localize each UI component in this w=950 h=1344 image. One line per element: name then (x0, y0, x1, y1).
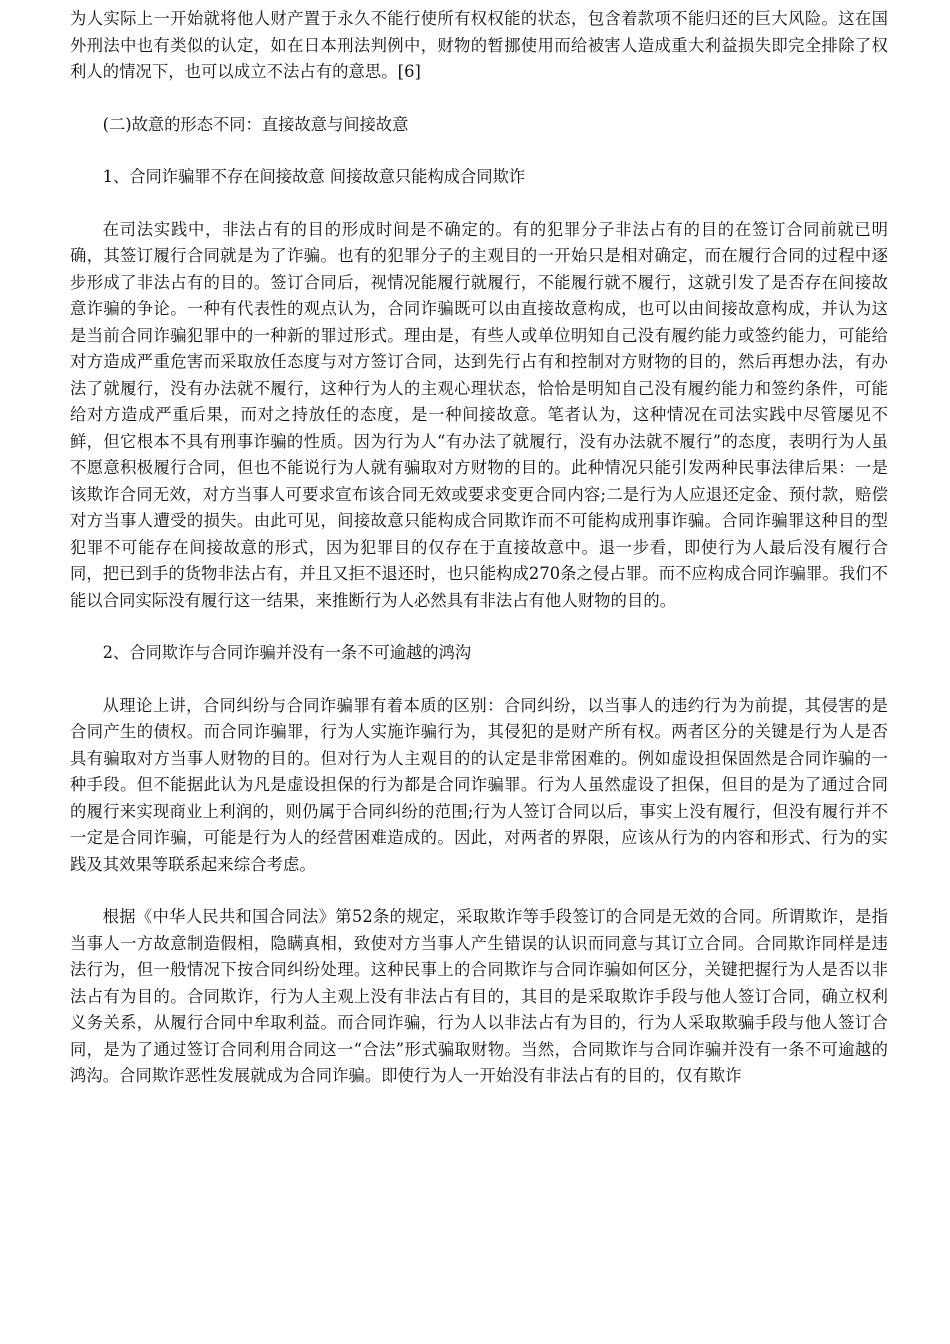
section-heading: (二)故意的形态不同：直接故意与间接故意 (102, 114, 409, 134)
body-paragraph-indirect-intent: 在司法实践中，非法占有的目的形成时间是不确定的。有的犯罪分子非法占有的目的在签订合同前就已明确，其签订履行合同就是为了诈骗。也有的犯罪分子的主观目的一开始只是相对确定，而在履行合同的过程中逐步形成了非法占有的目的。签订合同后，视情况能履行就履行，不能履行就不履行，这就引发了是否存在间接故意诈骗的争论。一种有代表性的观点认为，合同诈骗既可以由直接故意构成，也可以由间接故意构成，并认为这是当前合同诈骗犯罪中的一种新的罪过形式。理由是，有些人或单位明知自己没有履约能力或签约能力，可能给对方造成严重危害而采取放任态度与对方签订合同，达到先行占有和控制对方财物的目的，然后再想办法，有办法了就履行，没有办法就不履行，这种行为人的主观心理状态，恰恰是明知自己没有履约能力和签约条件，可能给对方造成严重后果，而对之持放任的态度，是一种间接故意。笔者认为，这种情况在司法实践中尽管屡见不鲜，但它根本不具有刑事诈骗的性质。因为行为人“有办法了就履行，没有办法就不履行”的态度，表明行为人虽不愿意积极履行合同，但也不能说行为人就有骗取对方财物的目的。此种情况只能引发两种民事法律后果：一是该欺诈合同无效，对方当事人可要求宣布该合同无效或要求变更合同内容;二是行为人应退还定金、预付款，赔偿对方当事人遭受的损失。由此可见，间接故意只能构成合同欺诈而不可能构成刑事诈骗。合同诈骗罪这种目的型犯罪不可能存在间接故意的形式，因为犯罪目的仅存在于直接故意中。退一步看，即使行为人最后没有履行合同，把已到手的货物非法占有，并且又拒不退还时，也只能构成270条之侵占罪。而不应构成合同诈骗罪。我们不能以合同实际没有履行这一结果，来推断行为人必然具有非法占有他人财物的目的。 (70, 219, 888, 610)
paragraph-gap (70, 86, 888, 112)
paragraph-gap (70, 191, 888, 217)
subsection-heading-2: 2、合同欺诈与合同诈骗并没有一条不可逾越的鸿沟 (102, 643, 472, 662)
body-paragraph-theory: 从理论上讲，合同纠纷与合同诈骗罪有着本质的区别：合同纠纷，以当事人的违约行为为前提，其侵害的是合同产生的债权。而合同诈骗罪，行为人实施诈骗行为，其侵犯的是财产所有权。两者区分的关键是行为人是否具有骗取对方当事人财物的目的。但对行为人主观目的的认定是非常困难的。例如虚设担保固然是合同诈骗的一种手段。但不能据此认为凡是虚设担保的行为都是合同诈骗罪。行为人虽然虚设了担保，但目的是为了通过合同的履行来实现商业上利润的，则仍属于合同纠纷的范围;行为人签订合同以后，事实上没有履行，但没有履行并不一定是合同诈骗，可能是行为人的经营困难造成的。因此，对两者的界限，应该从行为的内容和形式、行为的实践及其效果等联系起来综合考虑。 (70, 695, 888, 874)
paragraph-continuation: 为人实际上一开始就将他人财产置于永久不能行使所有权权能的状态，包含着款项不能归还的巨大风险。这在国外刑法中也有类似的认定，如在日本刑法判例中，财物的暂挪使用而给被害人造成重大利益损失即完全排除了权利人的情况下，也可以成立不法占有的意思。[6] (70, 9, 888, 81)
paragraph-gap (70, 878, 888, 904)
subsection-heading-1: 1、合同诈骗罪不存在间接故意 间接故意只能构成合同欺诈 (102, 167, 526, 186)
paragraph-gap (70, 667, 888, 693)
paragraph-gap (70, 138, 888, 164)
body-paragraph-contract-law: 根据《中华人民共和国合同法》第52条的规定，采取欺诈等手段签订的合同是无效的合同。所谓欺诈，是指当事人一方故意制造假相，隐瞒真相，致使对方当事人产生错误的认识而同意与其订立合同。合同欺诈同样是违法行为，但一般情况下按合同纠纷处理。这种民事上的合同欺诈与合同诈骗如何区分，关键把握行为人是否以非法占有为目的。合同欺诈，行为人主观上没有非法占有目的，其目的是采取欺诈手段与他人签订合同，确立权利义务关系，从履行合同中牟取利益。而合同诈骗，行为人以非法占有为目的，行为人采取欺骗手段与他人签订合同，是为了通过签订合同利用合同这一“合法”形式骗取财物。当然，合同欺诈与合同诈骗并没有一条不可逾越的鸿沟。合同欺诈恶性发展就成为合同诈骗。即使行为人一开始没有非法占有的目的，仅有欺诈 (70, 907, 888, 1085)
paragraph-gap (70, 614, 888, 640)
